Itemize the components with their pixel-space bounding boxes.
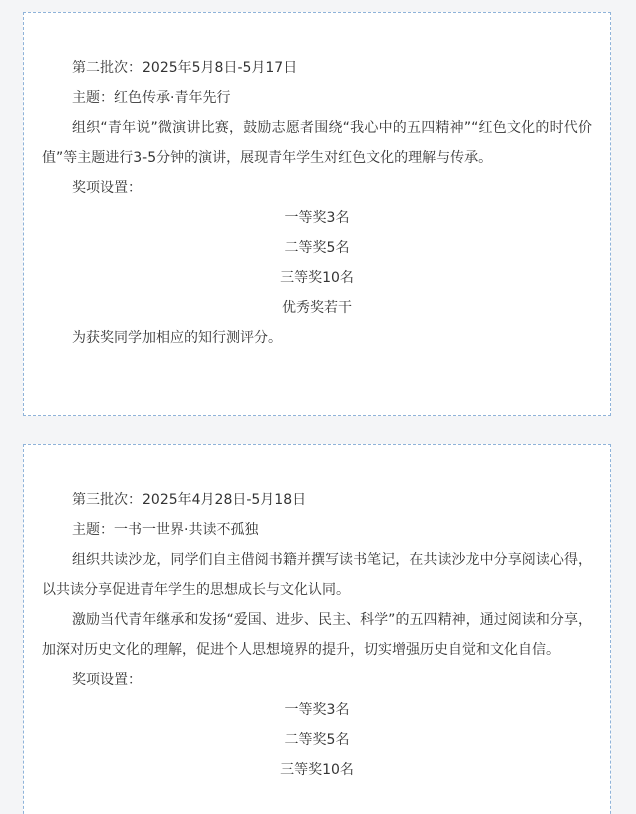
batch-2-award-second: 二等奖5名 [284, 240, 350, 256]
batch-2-award-excellence: 优秀奖若干 [282, 300, 352, 316]
batch-2-title: 第二批次：2025年5月8日-5月17日 [72, 60, 298, 76]
batch-2-description: 组织“青年说”微演讲比赛，鼓励志愿者围绕“我心中的五四精神”“红色文化的时代价值”等主题进行3-5分钟的演讲，展现青年学生对红色文化的理解与传承。 [42, 120, 592, 166]
batch-3-card [23, 444, 611, 814]
batch-2-award-third: 三等奖10名 [280, 270, 354, 286]
batch-2-theme: 主题：红色传承·青年先行 [72, 90, 231, 106]
batch-2-card [23, 12, 611, 416]
batch-3-theme: 主题：一书一世界·共读不孤独 [72, 522, 259, 538]
batch-3-description-2: 激励当代青年继承和发扬“爱国、进步、民主、科学”的五四精神，通过阅读和分享，加深对历史文化的理解，促进个人思想境界的提升，切实增强历史自觉和文化自信。 [42, 612, 592, 658]
batch-3-awards-label: 奖项设置： [72, 672, 142, 688]
batch-3-award-first: 一等奖3名 [284, 702, 350, 718]
batch-3-description-1: 组织共读沙龙，同学们自主借阅书籍并撰写读书笔记，在共读沙龙中分享阅读心得，以共读分享促进青年学生的思想成长与文化认同。 [42, 552, 592, 598]
batch-2-award-first: 一等奖3名 [284, 210, 350, 226]
batch-3-award-second: 二等奖5名 [284, 732, 350, 748]
batch-2-note: 为获奖同学加相应的知行测评分。 [72, 330, 282, 346]
batch-2-awards-label: 奖项设置： [72, 180, 142, 196]
batch-3-title: 第三批次：2025年4月28日-5月18日 [72, 492, 307, 508]
batch-3-award-third: 三等奖10名 [280, 762, 354, 778]
